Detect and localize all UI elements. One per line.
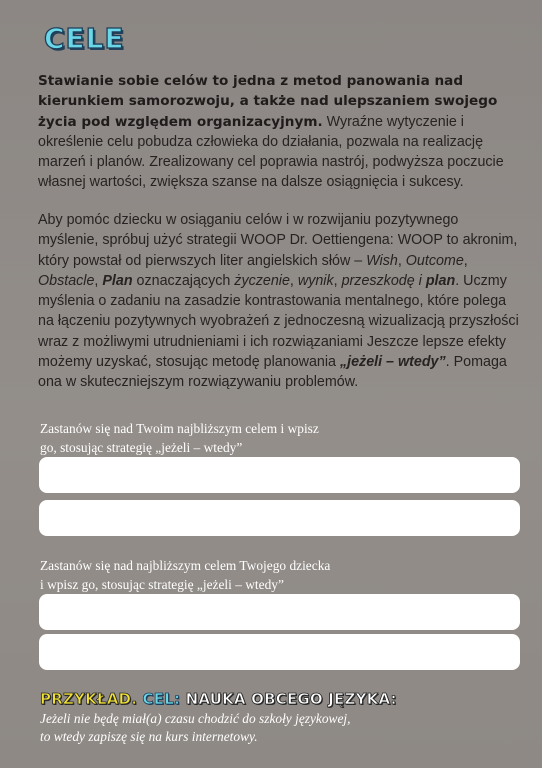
own-goal-answer-field-2[interactable]: [39, 500, 520, 536]
woop-word-outcome: Outcome: [405, 252, 464, 269]
woop-text-5: . Pomaga ona w skuteczniejszym rozwiązywaniu problemów.: [38, 354, 507, 391]
woop-text-2: oznaczających: [132, 272, 235, 289]
child-goal-answer-field-2[interactable]: [39, 634, 520, 670]
question-child-goal-line1: Zastanów się nad najbliższym celem Twojego dziecka: [40, 558, 331, 573]
polish-word-obstacle: przeszkodę: [341, 272, 415, 289]
separator: ,: [289, 272, 298, 289]
separator: ,: [463, 252, 468, 269]
woop-text-1: Aby pomóc dziecku w osiąganiu celów i w rozwijaniu pozytywnego myślenie, spróbuj użyć strategii WOOP Dr. Oettiengena: WOOP to akronim, który powstał od pierwszych liter angielskich słów –: [38, 212, 518, 269]
polish-word-plan: plan: [425, 272, 456, 289]
example-goal: NAUKA OBCEGO JĘZYKA:: [185, 690, 397, 708]
polish-word-wish: życzenie: [234, 272, 290, 289]
example-line1: Jeżeli nie będę miał(a) czasu chodzić do szkoły językowej,: [40, 711, 351, 726]
example-label: PRZYKŁAD.: [40, 690, 138, 708]
intro-paragraph: [38, 71, 520, 193]
question-own-goal-line1: Zastanów się nad Twoim najbliższym celem i wpisz: [40, 421, 319, 436]
example-text: [40, 710, 510, 747]
woop-word-obstacle: Obstacle: [38, 272, 95, 289]
page-title: CELE: [44, 22, 125, 55]
separator: ,: [94, 272, 103, 289]
woop-paragraph: [38, 210, 520, 393]
own-goal-answer-field-1[interactable]: [39, 457, 520, 493]
question-child-goal: [40, 557, 440, 595]
example-heading: [40, 690, 397, 708]
question-own-goal: [40, 420, 440, 458]
woop-word-wish: Wish: [366, 252, 398, 269]
goal-label: CEL:: [142, 690, 181, 708]
intro-text: Wyraźne wytyczenie i określenie celu pobudza człowieka do działania, pozwala na realizację marzeń i planów. Zrealizowany cel poprawia nastrój, podwyższa poczucie własnej wartości, zwiększa szanse na dalsze osiągnięcia i sukcesy.: [38, 113, 504, 191]
question-child-goal-line2: i wpisz go, stosując strategię „jeżeli – wtedy”: [40, 576, 284, 592]
separator: ,: [333, 272, 342, 289]
separator: ,: [397, 252, 406, 269]
method-name: „jeżeli – wtedy”: [339, 354, 446, 371]
question-own-goal-line2: go, stosując strategię „jeżeli – wtedy”: [40, 439, 243, 455]
polish-word-outcome: wynik: [297, 272, 334, 289]
woop-text-4: . Uczmy myślenia o zadaniu na zasadzie kontrastowania mentalnego, które polega na łączeniu pozytywnych wyobrażeń z jednoczesną wizualizacją przyszłości wraz z możliwymi utrudnieniami i ich rozwiązaniami Jeszcze lepsze efekty możemy uzyskać, stosując metodę planowania: [38, 272, 519, 371]
child-goal-answer-field-1[interactable]: [39, 594, 520, 630]
woop-word-plan: Plan: [102, 272, 133, 289]
example-line2: to wtedy zapiszę się na kurs internetowy.: [40, 729, 258, 745]
intro-bold-text: Stawianie sobie celów to jedna z metod panowania nad kierunkiem samorozwoju, a także nad ulepszaniem swojego życia pod względem organizacyjnym.: [38, 73, 498, 130]
woop-text-3: i: [414, 272, 426, 289]
